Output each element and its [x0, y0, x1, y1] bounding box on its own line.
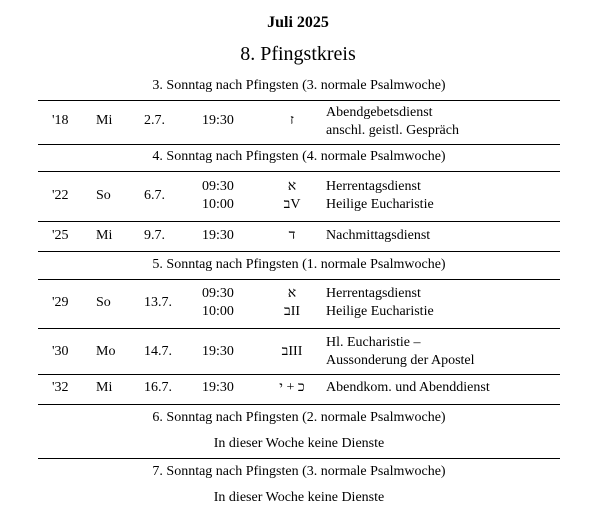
service-name [326, 104, 459, 140]
service-name-line: anschl. geistl. Gespräch [326, 123, 459, 138]
divider [38, 221, 560, 222]
service-row [0, 380, 600, 400]
service-row [0, 104, 600, 142]
liturgy-symbol: ז [290, 113, 294, 128]
service-name-line: Heilige Eucharistie [326, 197, 434, 212]
service-name-line: Heilige Eucharistie [326, 304, 434, 319]
service-name-line: Herrentagsdienst [326, 179, 421, 194]
weekday: So [96, 295, 111, 310]
liturgy-symbol: בIII [281, 344, 303, 359]
divider [38, 279, 560, 280]
service-number: '25 [52, 228, 69, 243]
weekday: Mo [96, 344, 116, 359]
weekday: So [96, 188, 111, 203]
time-line: 09:30 [202, 286, 234, 301]
date: 16.7. [144, 380, 172, 395]
date: 13.7. [144, 295, 172, 310]
divider [38, 458, 560, 459]
symbol-line: בV [283, 197, 301, 212]
time [202, 178, 234, 214]
service-number: '18 [52, 113, 69, 128]
divider [38, 171, 560, 172]
sunday-heading-7: 7. Sonntag nach Pfingsten (3. normale Psalmwoche) [152, 464, 446, 479]
weekday: Mi [96, 113, 113, 128]
time: 19:30 [202, 228, 234, 243]
divider [38, 374, 560, 375]
month-title: Juli 2025 [267, 14, 329, 31]
service-row [0, 285, 600, 323]
service-row [0, 228, 600, 248]
time-line: 10:00 [202, 197, 234, 212]
date: 2.7. [144, 113, 165, 128]
service-name-line: Hl. Eucharistie – [326, 335, 421, 350]
divider [38, 144, 560, 145]
liturgy-symbol: כ + י [279, 380, 305, 395]
date: 14.7. [144, 344, 172, 359]
service-name-line: Herrentagsdienst [326, 286, 421, 301]
no-services-note: In dieser Woche keine Dienste [213, 490, 385, 505]
service-name-line: Aussonderung der Apostel [326, 353, 475, 368]
service-row [0, 178, 600, 216]
service-row [0, 334, 600, 372]
service-name [326, 334, 475, 370]
symbol-line: א [287, 286, 297, 301]
weekday: Mi [96, 380, 113, 395]
date: 6.7. [144, 188, 165, 203]
service-number: '22 [52, 188, 69, 203]
time-line: 10:00 [202, 304, 234, 319]
time: 19:30 [202, 380, 234, 395]
service-name [326, 178, 434, 214]
time: 19:30 [202, 113, 234, 128]
period-title: 8. Pfingstkreis [240, 43, 356, 65]
service-name [326, 285, 434, 321]
sunday-heading-3: 3. Sonntag nach Pfingsten (3. normale Psalmwoche) [152, 78, 446, 93]
symbol-line: בII [283, 304, 301, 319]
liturgy-symbol [270, 178, 314, 214]
service-name: Abendkom. und Abenddienst [326, 380, 490, 395]
service-name: Nachmittagsdienst [326, 228, 431, 243]
symbol-line: א [287, 179, 297, 194]
divider [38, 100, 560, 101]
service-number: '29 [52, 295, 69, 310]
sunday-heading-5: 5. Sonntag nach Pfingsten (1. normale Psalmwoche) [152, 257, 446, 272]
divider [38, 328, 560, 329]
time-line: 09:30 [202, 179, 234, 194]
liturgy-symbol [270, 285, 314, 321]
service-number: '32 [52, 380, 69, 395]
service-number: '30 [52, 344, 69, 359]
weekday: Mi [96, 228, 113, 243]
divider [38, 404, 560, 405]
sunday-heading-4: 4. Sonntag nach Pfingsten (4. normale Psalmwoche) [152, 149, 446, 164]
divider [38, 251, 560, 252]
date: 9.7. [144, 228, 165, 243]
liturgy-symbol: ד [288, 228, 296, 243]
no-services-note: In dieser Woche keine Dienste [213, 436, 385, 451]
time [202, 285, 234, 321]
sunday-heading-6: 6. Sonntag nach Pfingsten (2. normale Psalmwoche) [152, 410, 446, 425]
time: 19:30 [202, 344, 234, 359]
service-name-line: Abendgebetsdienst [326, 105, 433, 120]
